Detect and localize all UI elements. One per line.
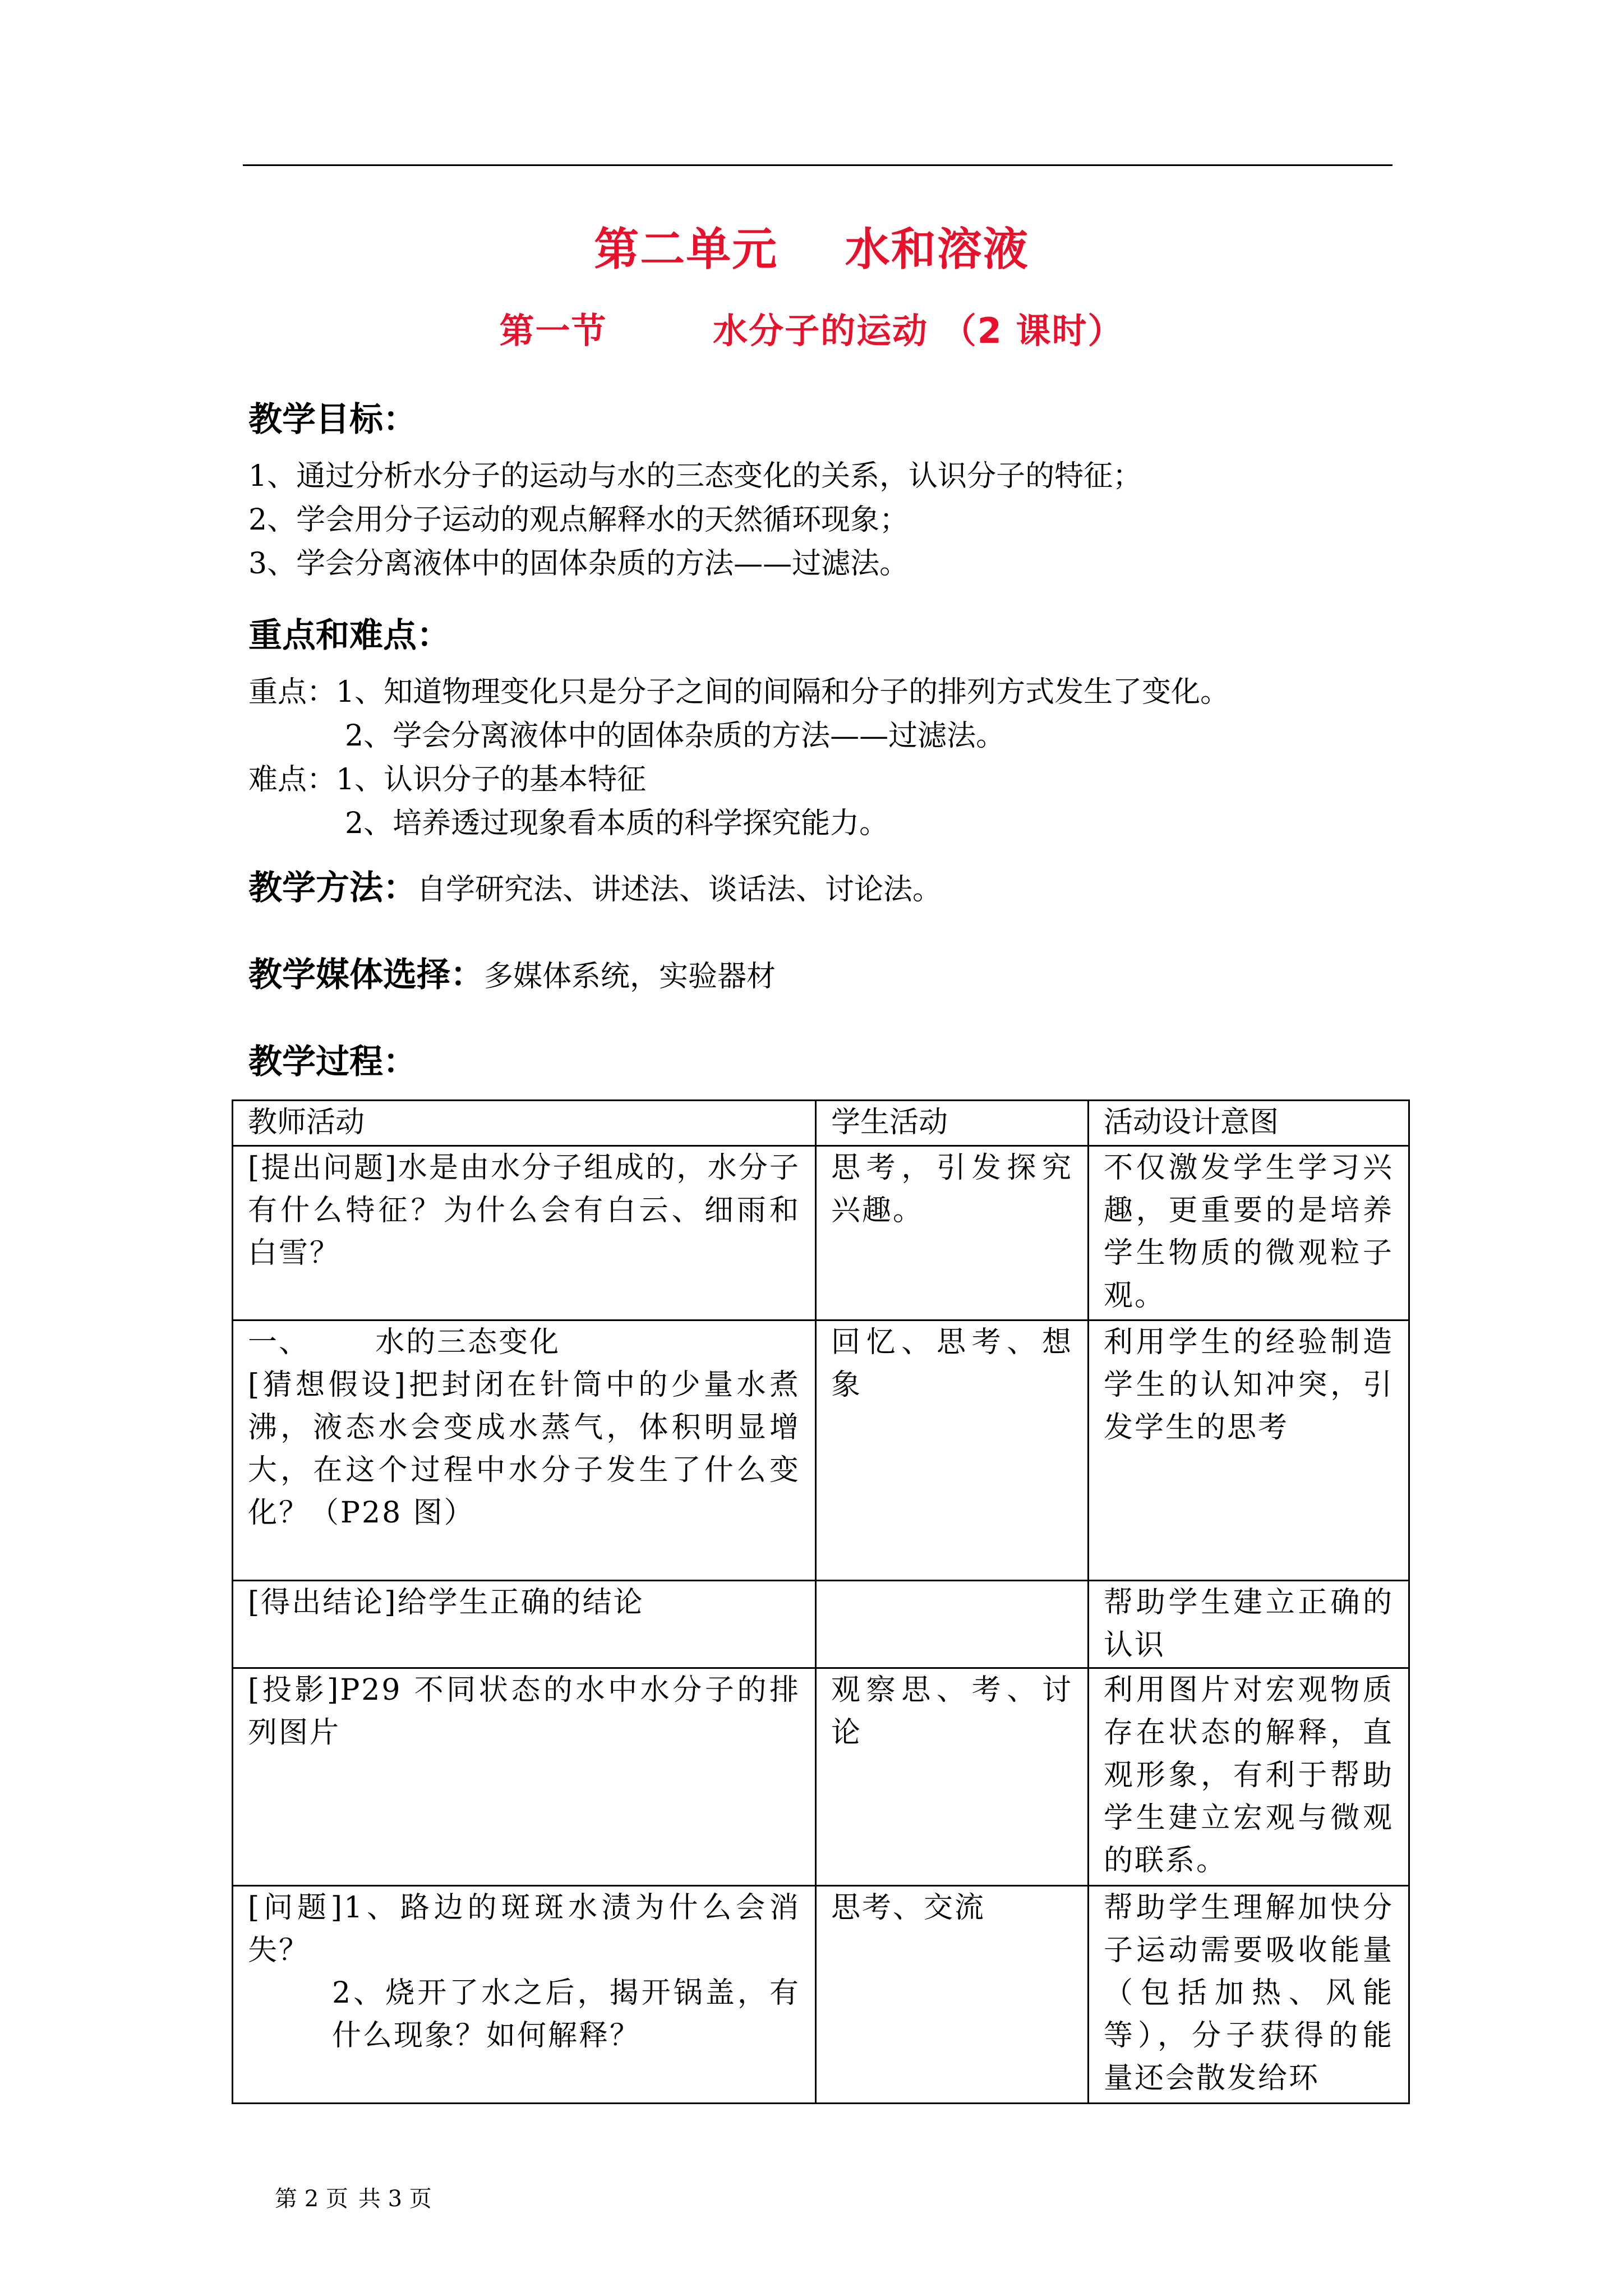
design-intent-cell: 利用图片对宏观物质存在状态的解释，直观形象，有利于帮助学生建立宏观与微观的联系。 (1089, 1668, 1409, 1886)
key-points-list (248, 670, 1229, 845)
teacher-activity-text: [问题]1、路边的斑斑水渍为什么会消失？ (248, 1891, 800, 1967)
process-heading: 教学过程： (248, 1042, 417, 1082)
teacher-activity-text: 2、烧开了水之后，揭开锅盖，有什么现象？如何解释？ (332, 1976, 800, 2053)
student-activity-cell (816, 1581, 1089, 1668)
table-row (233, 1320, 1409, 1581)
column-header: 教师活动 (233, 1101, 816, 1146)
teacher-activity-cell (233, 1581, 816, 1668)
process-table (232, 1099, 1410, 2104)
header-rule (243, 164, 1393, 166)
key-point-line: 2、学会分离液体中的固体杂质的方法——过滤法。 (345, 719, 1006, 753)
design-intent-cell: 利用学生的经验制造学生的认知冲突，引发学生的思考 (1089, 1320, 1409, 1581)
table-header-row (233, 1101, 1409, 1146)
student-activity-cell: 思考、交流 (816, 1886, 1089, 2104)
difficulty-line: 难点：1、认识分子的基本特征 (248, 763, 647, 797)
column-header: 活动设计意图 (1089, 1101, 1409, 1146)
objective-item: 3、学会分离液体中的固体杂质的方法——过滤法。 (248, 547, 909, 581)
teacher-activity-text: [提出问题]水是由水分子组成的，水分子有什么特征？为什么会有白云、细雨和白雪？ (248, 1151, 800, 1270)
difficulty-line: 2、培养透过现象看本质的科学探究能力。 (345, 807, 889, 840)
objective-item: 1、通过分析水分子的运动与水的三态变化的关系，认识分子的特征； (248, 459, 1142, 493)
design-intent-cell: 帮助学生建立正确的认识 (1089, 1581, 1409, 1668)
key-points-heading: 重点和难点： (248, 616, 450, 655)
media-heading: 教学媒体选择： (248, 955, 484, 995)
teacher-activity-cell (233, 1668, 816, 1886)
design-intent-cell: 不仅激发学生学习兴趣，更重要的是培养学生物质的微观粒子观。 (1089, 1146, 1409, 1320)
column-header: 学生活动 (816, 1101, 1089, 1146)
teacher-activity-cell (233, 1146, 816, 1320)
table-row (233, 1581, 1409, 1668)
student-activity-cell: 思考，引发探究兴趣。 (816, 1146, 1089, 1320)
page-footer (275, 2181, 442, 2213)
objectives-heading: 教学目标： (248, 400, 417, 439)
table-row (233, 1668, 1409, 1886)
teacher-activity-text: [得出结论]给学生正确的结论 (248, 1586, 644, 1619)
teacher-activity-cell (233, 1320, 816, 1581)
teacher-activity-text: [投影]P29 不同状态的水中水分子的排列图片 (248, 1673, 800, 1750)
objective-item: 2、学会用分子运动的观点解释水的天然循环现象； (248, 503, 909, 537)
table-row (233, 1886, 1409, 2104)
teacher-activity-text: [猜想假设]把封闭在针筒中的少量水煮沸，液态水会变成水蒸气，体积明显增大，在这个过程中水分子发生了什么变化？（P28 图） (248, 1368, 800, 1530)
student-activity-cell: 回忆、思考、想象 (816, 1320, 1089, 1581)
design-intent-cell: 帮助学生理解加快分子运动需要吸收能量（包括加热、风能等），分子获得的能量还会散发给环 (1089, 1886, 1409, 2104)
method-value: 自学研究法、讲述法、谈话法、讨论法。 (417, 873, 942, 907)
key-point-line: 重点：1、知道物理变化只是分子之间的间隔和分子的排列方式发生了变化。 (248, 675, 1230, 709)
student-activity-cell: 观察思、考、讨论 (816, 1668, 1089, 1886)
page-number: 第 2 页 (275, 2186, 348, 2212)
method-heading: 教学方法： (248, 868, 417, 908)
teacher-activity-cell (233, 1886, 816, 2104)
unit-title: 第二单元 水和溶液 (594, 223, 1029, 275)
media-value: 多媒体系统，实验器材 (484, 960, 776, 993)
media-row (248, 948, 776, 996)
page-total: 共 3 页 (358, 2186, 432, 2212)
teacher-activity-text: 一、 水的三态变化 (248, 1326, 561, 1359)
method-row (248, 861, 942, 909)
lesson-title: 第一节 水分子的运动 （2 课时） (499, 310, 1124, 351)
table-row (233, 1146, 1409, 1320)
objectives-list (248, 454, 1142, 586)
